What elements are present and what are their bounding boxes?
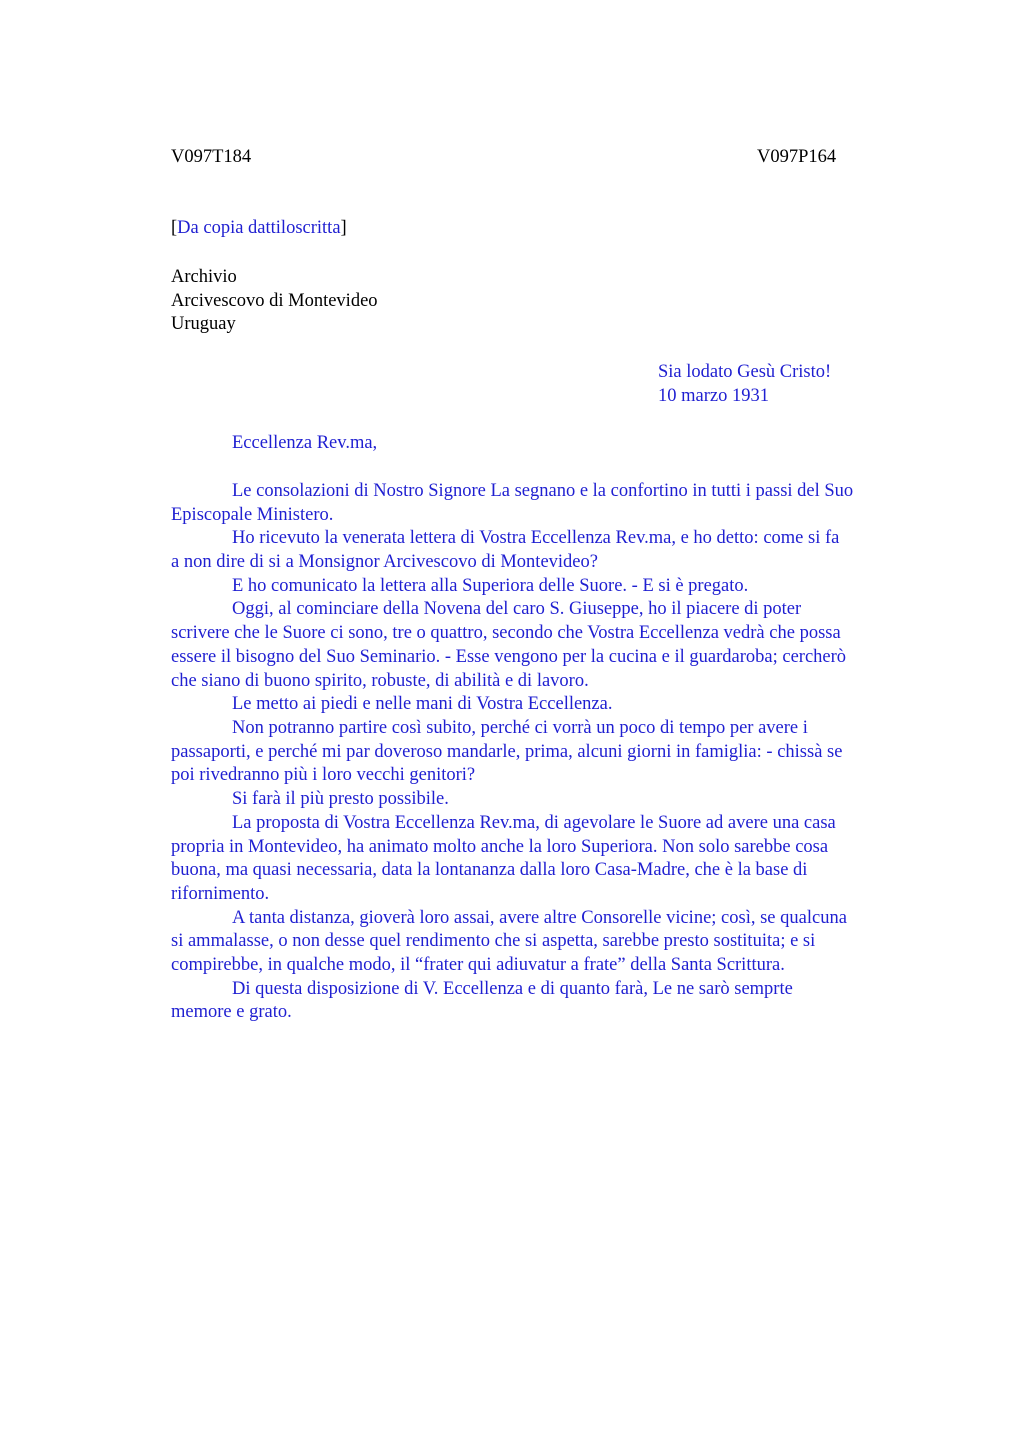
body-line: A tanta distanza, gioverà loro assai, avere altre Consorelle vicine; così, se qualcuna xyxy=(232,908,847,928)
letter-salutation: Eccellenza Rev.ma, xyxy=(232,433,378,453)
body-line: Ho ricevuto la venerata lettera di Vostra Eccellenza Rev.ma, e ho detto: come si fa xyxy=(232,528,840,548)
body-line: Si farà il più presto possibile. xyxy=(232,789,449,809)
body-line: Oggi, al cominciare della Novena del caro S. Giuseppe, ho il piacere di poter xyxy=(232,599,802,619)
body-line: che siano di buono spirito, robuste, di abilità e di lavoro. xyxy=(171,671,589,691)
body-line: passaporti, e perché mi par doveroso mandarle, prima, alcuni giorni in famiglia: - chissà se xyxy=(171,742,843,762)
body-line: poi rivedranno più i loro vecchi genitori? xyxy=(171,765,476,785)
body-line: si ammalasse, o non desse quel rendimento che si aspetta, sarebbe presto sostituita; e si xyxy=(171,931,816,951)
body-line: compirebbe, in qualche modo, il “frater qui adiuvatur a frate” della Santa Scrittura. xyxy=(171,955,785,975)
body-line: essere il bisogno del Suo Seminario. - Esse vengono per la cucina e il guardaroba; cercherò xyxy=(171,647,847,667)
body-line: E ho comunicato la lettera alla Superiora delle Suore. - E si è pregato. xyxy=(232,576,749,596)
source-note xyxy=(171,217,347,241)
body-line: Di questa disposizione di V. Eccellenza e di quanto farà, Le ne sarò semprte xyxy=(232,979,793,999)
dateline-greeting: Sia lodato Gesù Cristo! xyxy=(658,362,832,382)
body-line: Episcopale Ministero. xyxy=(171,505,334,525)
body-line: Non potranno partire così subito, perché ci vorrà un poco di tempo per avere i xyxy=(232,718,808,738)
source-note-text: Da copia dattiloscritta xyxy=(177,218,341,238)
archive-line-3: Uruguay xyxy=(171,314,236,334)
document-code-right: V097P164 xyxy=(757,147,837,167)
body-line: rifornimento. xyxy=(171,884,270,904)
body-line: memore e grato. xyxy=(171,1002,292,1022)
body-line: propria in Montevideo, ha animato molto anche la loro Superiora. Non solo sarebbe cosa xyxy=(171,837,829,857)
source-note-open-bracket: [ xyxy=(171,218,178,238)
body-line: scrivere che le Suore ci sono, tre o quattro, secondo che Vostra Eccellenza vedrà che possa xyxy=(171,623,841,643)
body-line: a non dire di si a Monsignor Arcivescovo di Montevideo? xyxy=(171,552,598,572)
archive-line-2: Arcivescovo di Montevideo xyxy=(171,291,378,311)
source-note-close-bracket: ] xyxy=(340,218,347,238)
body-line: Le consolazioni di Nostro Signore La segnano e la confortino in tutti i passi del Suo xyxy=(232,481,854,501)
dateline-date: 10 marzo 1931 xyxy=(658,386,769,406)
archive-line-1: Archivio xyxy=(171,267,237,287)
body-line: Le metto ai piedi e nelle mani di Vostra Eccellenza. xyxy=(232,694,613,714)
body-line: La proposta di Vostra Eccellenza Rev.ma, di agevolare le Suore ad avere una casa xyxy=(232,813,836,833)
body-line: buona, ma quasi necessaria, data la lontananza dalla loro Casa-Madre, che è la base di xyxy=(171,860,808,880)
document-code-left: V097T184 xyxy=(171,147,252,167)
